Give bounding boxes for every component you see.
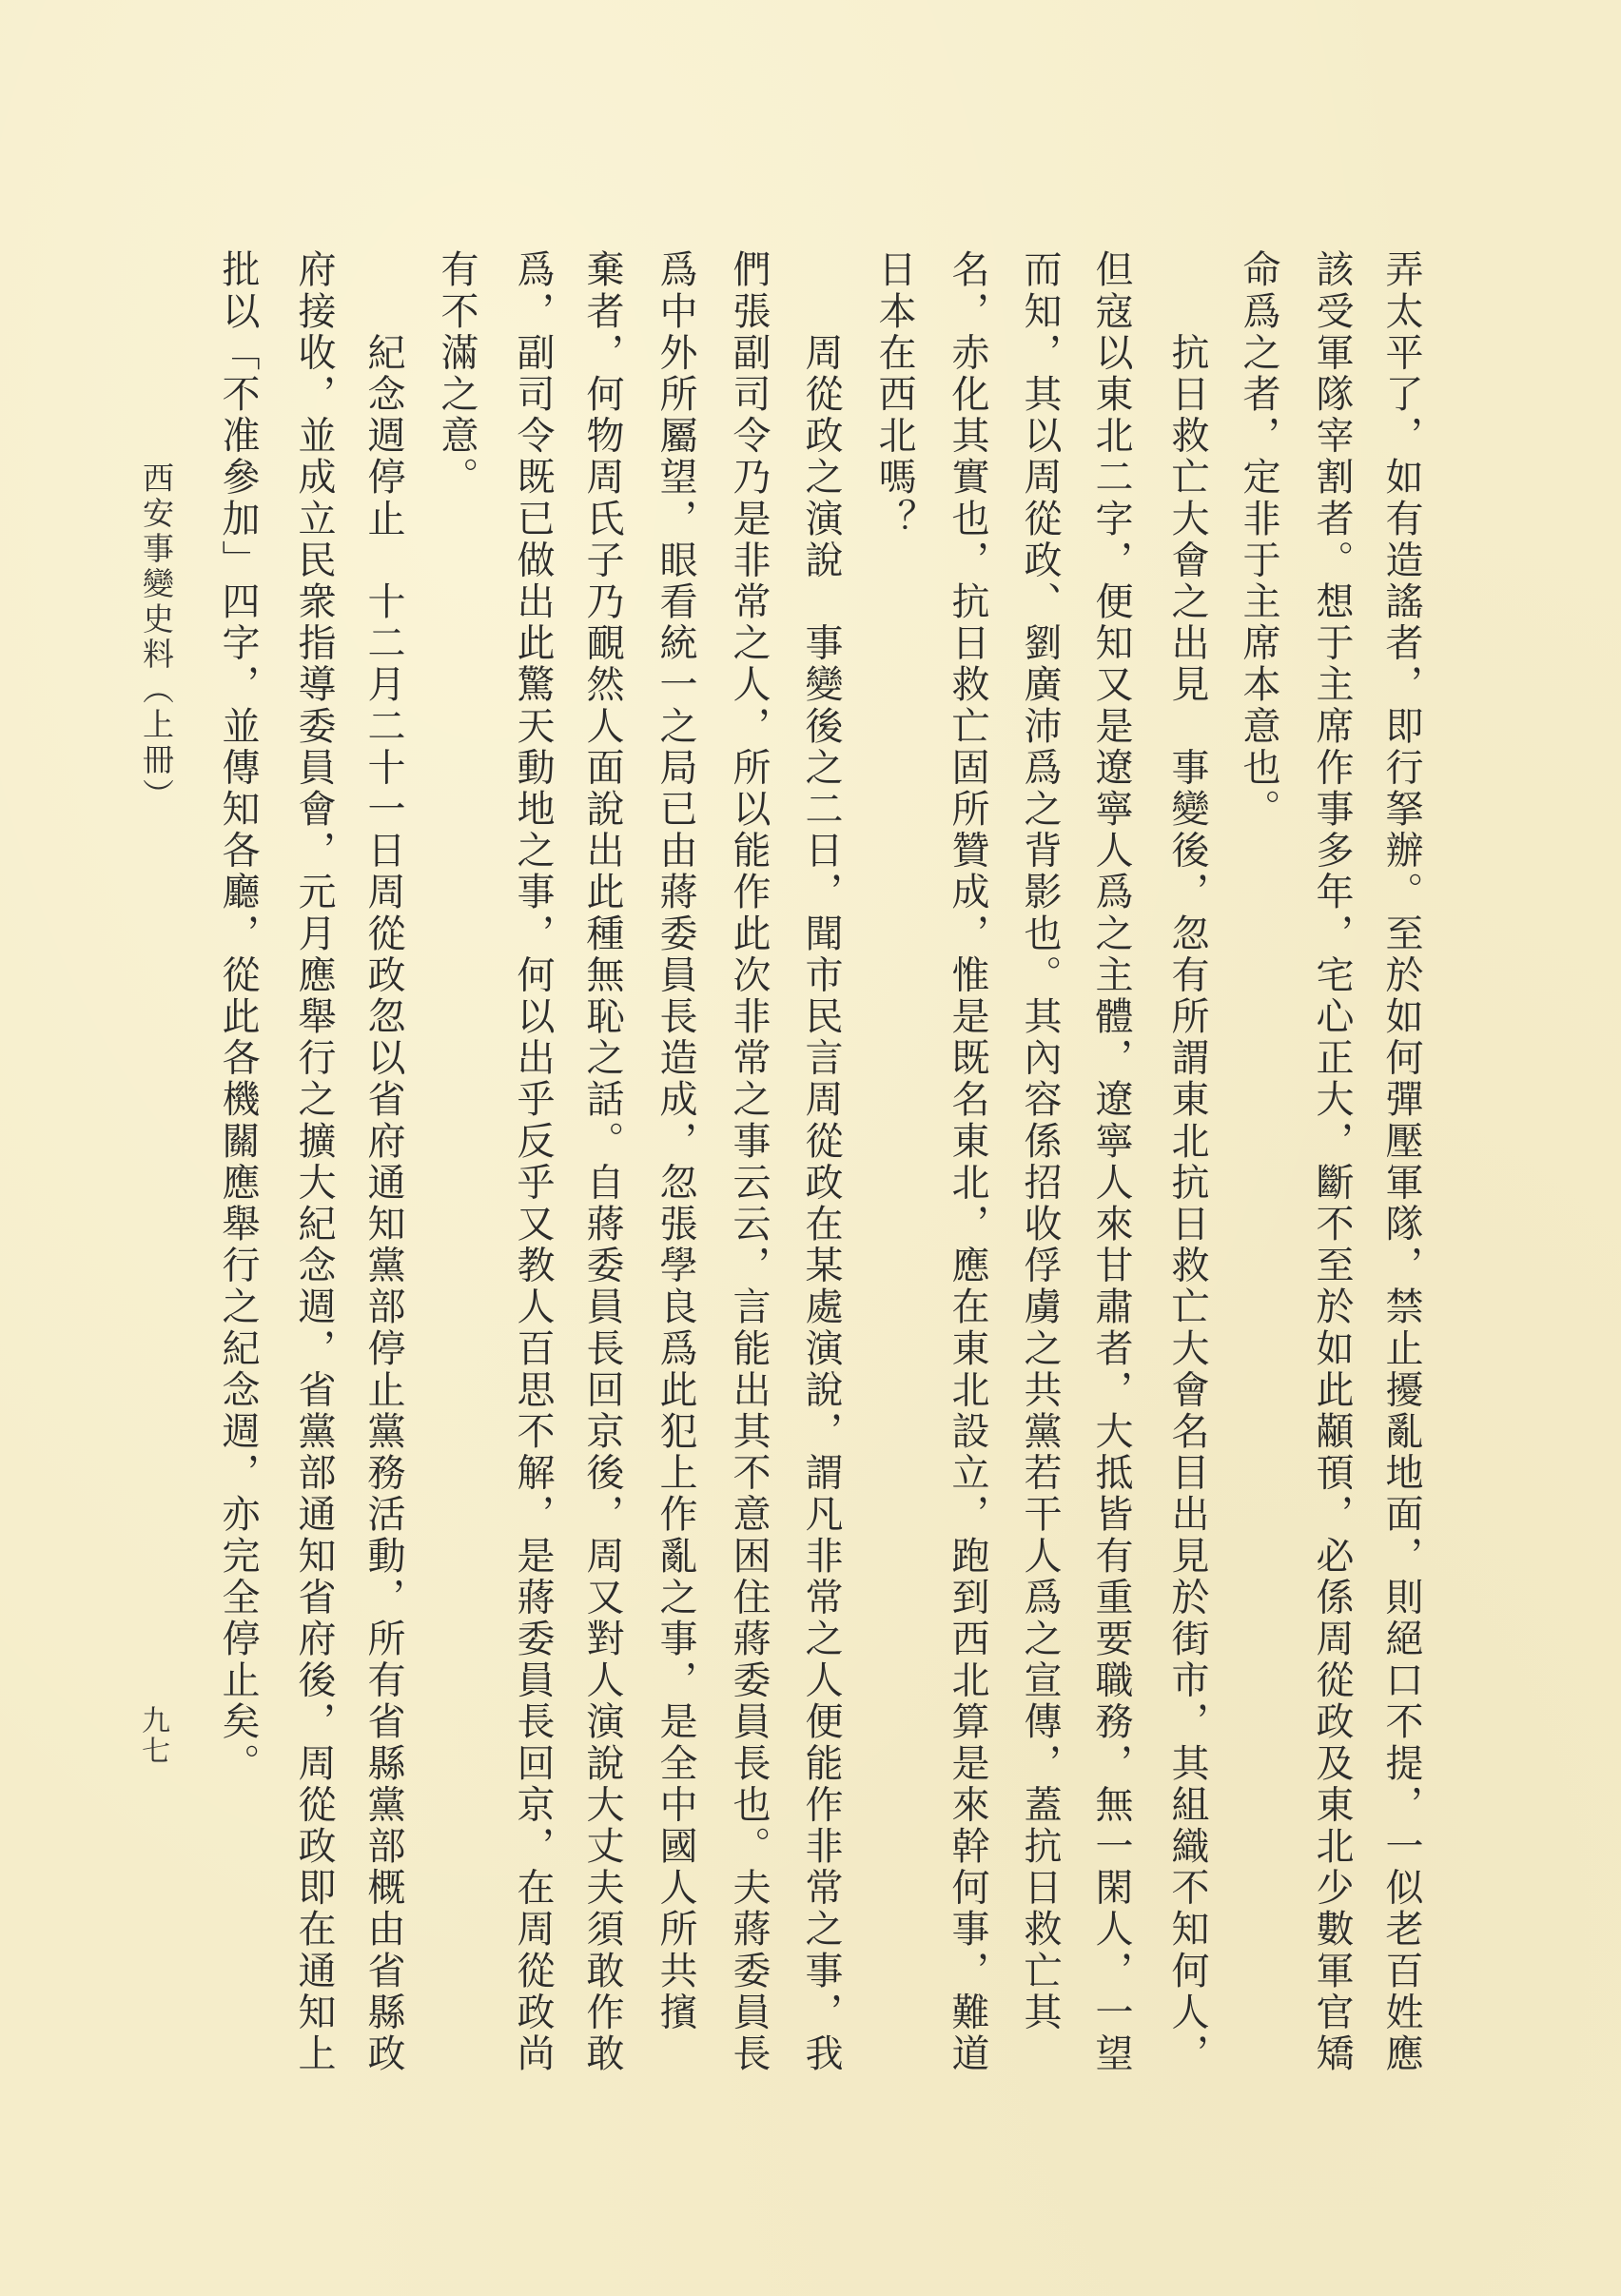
section-heading-column-9: 周從政之演說 事變後之二日，聞市民言周從政在某處演說，謂凡非常之人便能作非常之事，我 [799,249,843,2075]
text-column-16: 府接收，並成立民衆指導委員會，元月應舉行之擴大紀念週，省黨部通知省府後，周從政即在通知上 [292,249,336,2075]
text-column-14: 有不滿之意。 [435,249,478,499]
text-column-5: 但寇以東北二字，便知又是遼寧人爲之主體，遼寧人來甘肅者，大抵皆有重要職務，無一閑人，一望 [1089,249,1133,2075]
page-number: 九七 [136,1705,169,1766]
text-column-10: 們張副司令乃是非常之人，所以能作此次非常之事云云，言能出其不意困住蔣委員長也。夫蔣委員長 [727,249,771,2075]
text-column-2: 該受軍隊宰割者。想于主席作事多年，宅心正大，斷不至於如此顢頇，必係周從政及東北少數軍官矯 [1310,249,1354,2075]
section-heading-column-15: 紀念週停止 十二月二十一日周從政忽以省府通知黨部停止黨務活動，所有省縣黨部概由省縣政 [361,249,405,2075]
text-column-11: 爲中外所屬望，眼看統一之局已由蔣委員長造成，忽張學良爲此犯上作亂之事，是全中國人所共擯 [654,249,697,2033]
text-column-17: 批以「不准參加」四字，並傳知各廳，從此各機關應舉行之紀念週，亦完全停止矣。 [216,249,260,1785]
text-column-13: 爲，副司令既已做出此驚天動地之事，何以出乎反乎又教人百思不解，是蔣委員長回京，在周從政尚 [511,249,555,2075]
text-column-8: 日本在西北嗎？ [872,249,916,540]
text-column-7: 名，赤化其實也，抗日救亡固所贊成，惟是既名東北，應在東北設立，跑到西北算是來幹何事，難道 [946,249,989,2075]
text-column-1: 弄太平了，如有造謠者，即行拏辦。至於如何彈壓軍隊，禁止擾亂地面，則絕口不提，一似老百姓應 [1379,249,1423,2075]
text-column-3: 命爲之者，定非于主席本意也。 [1237,249,1280,831]
text-column-12: 棄者，何物周氏子乃靦然人面說出此種無恥之話。自蔣委員長回京後，周又對人演說大丈夫須敢作敢 [580,249,624,2075]
book-title-footer: 西安事變史料（上冊） [138,461,175,814]
text-column-6: 而知，其以周從政、劉廣沛爲之背影也。其內容係招收俘虜之共黨若干人爲之宣傳，蓋抗日救亡其 [1018,249,1062,2033]
section-heading-column-4: 抗日救亡大會之出見 事變後，忽有所謂東北抗日救亡大會名目出見於街市，其組織不知何人， [1165,249,1209,2075]
